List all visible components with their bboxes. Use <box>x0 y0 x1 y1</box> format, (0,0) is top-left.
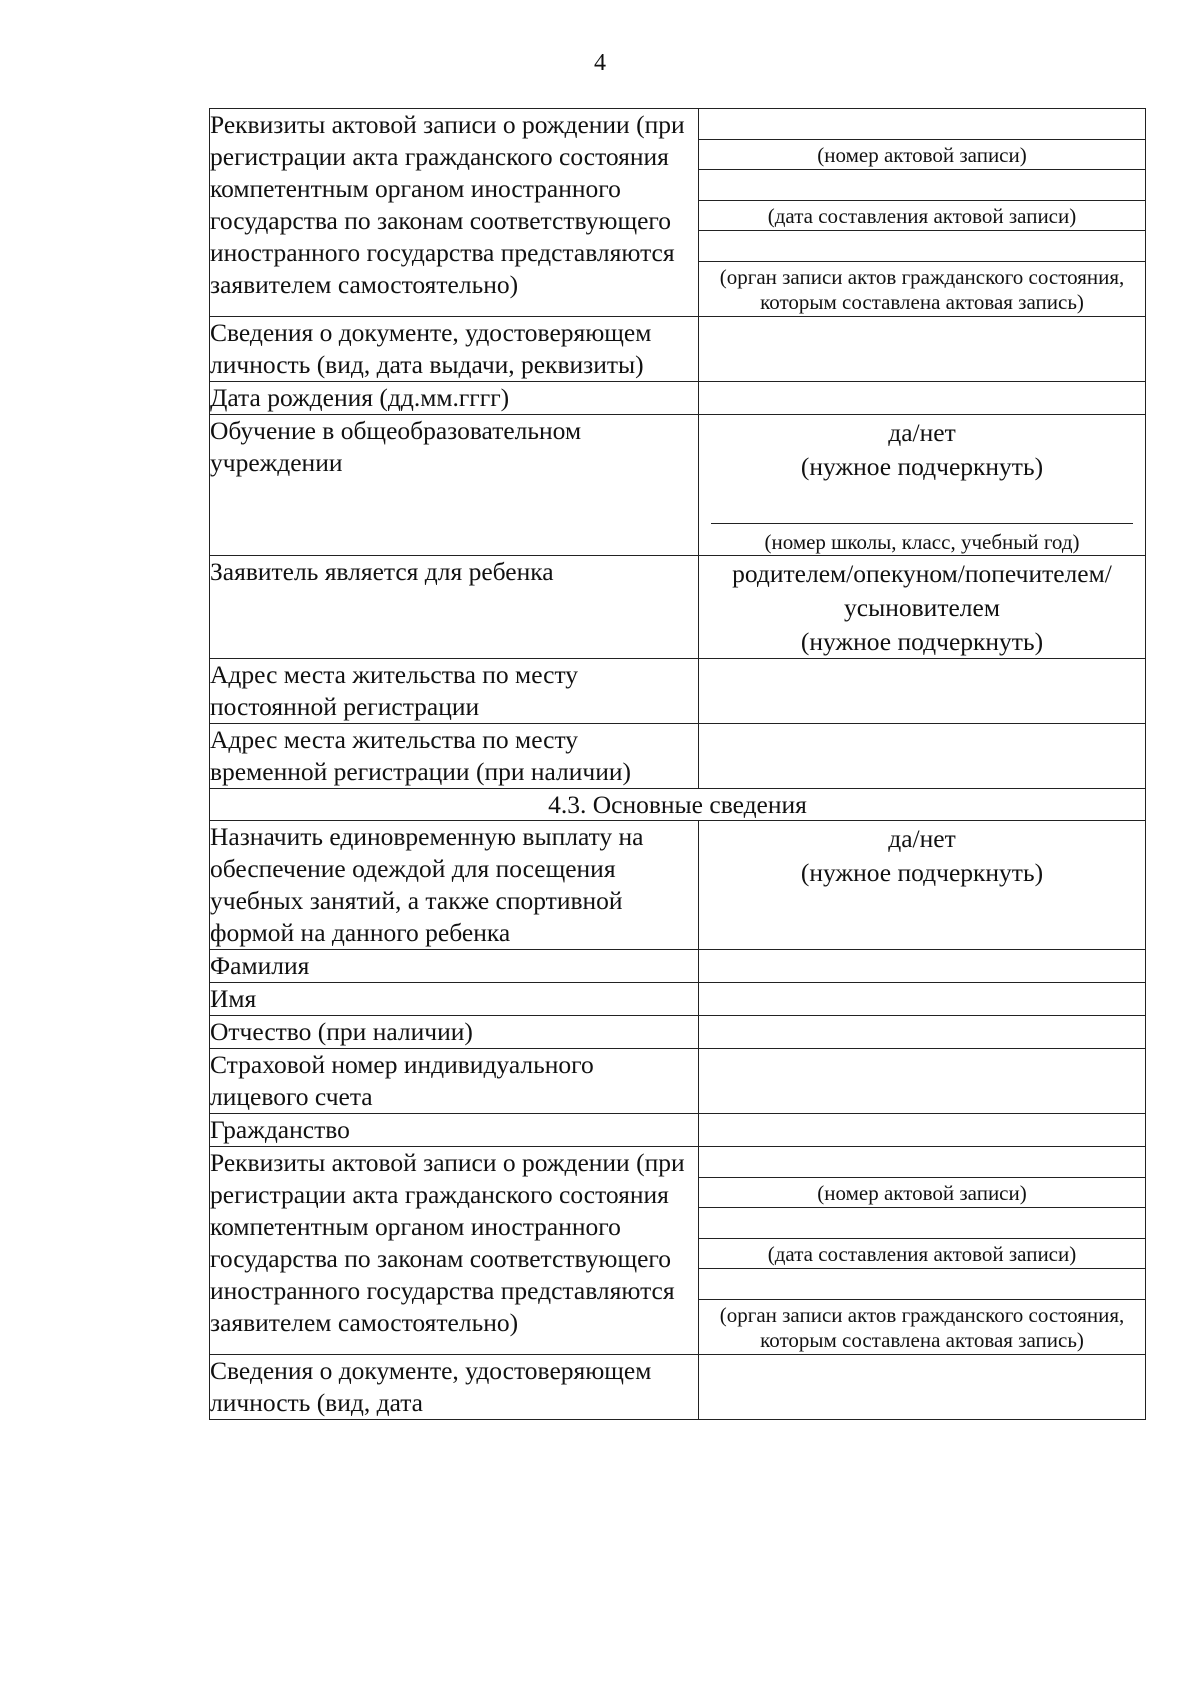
field-caption: (дата составления актовой записи) <box>699 1239 1145 1269</box>
record-number-field[interactable] <box>699 1147 1145 1178</box>
row-label: Заявитель является для ребенка <box>210 556 699 659</box>
form-row-patronymic <box>210 1016 1146 1049</box>
section-title: 4.3. Основные сведения <box>210 789 1146 821</box>
row-label: Реквизиты актовой записи о рождении (при регистрации акта гражданского состояния компетентным органом иностранного государства по законам соответствующего иностранного государства представляются заявителем самостоятельно) <box>210 1147 699 1355</box>
row-value <box>699 109 1146 317</box>
row-label: Назначить единовременную выплату на обеспечение одеждой для посещения учебных занятий, а также спортивной формой на данного ребенка <box>210 821 699 950</box>
role-choice[interactable]: усыновителем <box>844 593 1000 622</box>
citizenship-field[interactable] <box>699 1114 1146 1147</box>
row-label: Фамилия <box>210 950 699 983</box>
row-label: Реквизиты актовой записи о рождении (при регистрации акта гражданского состояния компетентным органом иностранного государства по законам соответствующего иностранного государства представляются заявителем самостоятельно) <box>210 109 699 317</box>
row-label: Отчество (при наличии) <box>210 1016 699 1049</box>
row-value <box>699 1147 1146 1355</box>
row-label: Сведения о документе, удостоверяющем личность (вид, дата <box>210 1355 699 1420</box>
row-value <box>699 415 1146 556</box>
temporary-address-field[interactable] <box>699 724 1146 789</box>
row-label: Обучение в общеобразовательном учреждении <box>210 415 699 556</box>
registry-office-field[interactable] <box>699 231 1145 262</box>
row-label: Имя <box>210 983 699 1016</box>
field-caption: (номер актовой записи) <box>699 1178 1145 1208</box>
application-form-table <box>209 108 1146 1420</box>
form-row-temporary-address <box>210 724 1146 789</box>
choice-hint: (нужное подчеркнуть) <box>800 627 1044 656</box>
form-row-identity-document <box>210 317 1146 382</box>
row-label: Адрес места жительства по месту постоянной регистрации <box>210 659 699 724</box>
choice-hint: (нужное подчеркнуть) <box>800 452 1044 481</box>
row-label: Адрес места жительства по месту временной регистрации (при наличии) <box>210 724 699 789</box>
form-row-education <box>210 415 1146 556</box>
registry-office-field[interactable] <box>699 1269 1145 1300</box>
row-label: Дата рождения (дд.мм.гггг) <box>210 382 699 415</box>
surname-field[interactable] <box>699 950 1146 983</box>
form-row-permanent-address <box>210 659 1146 724</box>
page-number: 4 <box>594 50 606 76</box>
field-caption: (дата составления актовой записи) <box>699 201 1145 231</box>
yes-no-choice[interactable]: да/нет <box>888 824 956 853</box>
form-row-applicant-role <box>210 556 1146 659</box>
row-label: Сведения о документе, удостоверяющем личность (вид, дата выдачи, реквизиты) <box>210 317 699 382</box>
form-row-birth-date <box>210 382 1146 415</box>
form-row-first-name <box>210 983 1146 1016</box>
record-number-field[interactable] <box>699 109 1145 140</box>
row-label: Страховой номер индивидуального лицевого счета <box>210 1049 699 1114</box>
identity-document-field[interactable] <box>699 1355 1146 1420</box>
record-date-field[interactable] <box>699 170 1145 201</box>
row-label: Гражданство <box>210 1114 699 1147</box>
form-row-birth-record <box>210 1147 1146 1355</box>
choice-hint: (нужное подчеркнуть) <box>800 858 1044 887</box>
permanent-address-field[interactable] <box>699 659 1146 724</box>
role-choice[interactable]: родителем/опекуном/попечителем/ <box>732 559 1112 588</box>
form-row-snils <box>210 1049 1146 1114</box>
form-row-birth-record <box>210 109 1146 317</box>
section-header-row <box>210 789 1146 821</box>
snils-field[interactable] <box>699 1049 1146 1114</box>
field-caption: (номер школы, класс, учебный год) <box>764 530 1080 554</box>
form-row-citizenship <box>210 1114 1146 1147</box>
row-value <box>699 556 1146 659</box>
form-row-payment <box>210 821 1146 950</box>
field-caption: (номер актовой записи) <box>699 140 1145 170</box>
patronymic-field[interactable] <box>699 1016 1146 1049</box>
form-row-surname <box>210 950 1146 983</box>
row-value <box>699 821 1146 950</box>
field-caption: (орган записи актов гражданского состояния, которым составлена актовая запись) <box>719 1303 1125 1352</box>
yes-no-choice[interactable]: да/нет <box>888 418 956 447</box>
birth-date-field[interactable] <box>699 382 1146 415</box>
record-date-field[interactable] <box>699 1208 1145 1239</box>
identity-document-field[interactable] <box>699 317 1146 382</box>
first-name-field[interactable] <box>699 983 1146 1016</box>
form-row-identity-document <box>210 1355 1146 1420</box>
field-caption: (орган записи актов гражданского состояния, которым составлена актовая запись) <box>719 265 1125 314</box>
